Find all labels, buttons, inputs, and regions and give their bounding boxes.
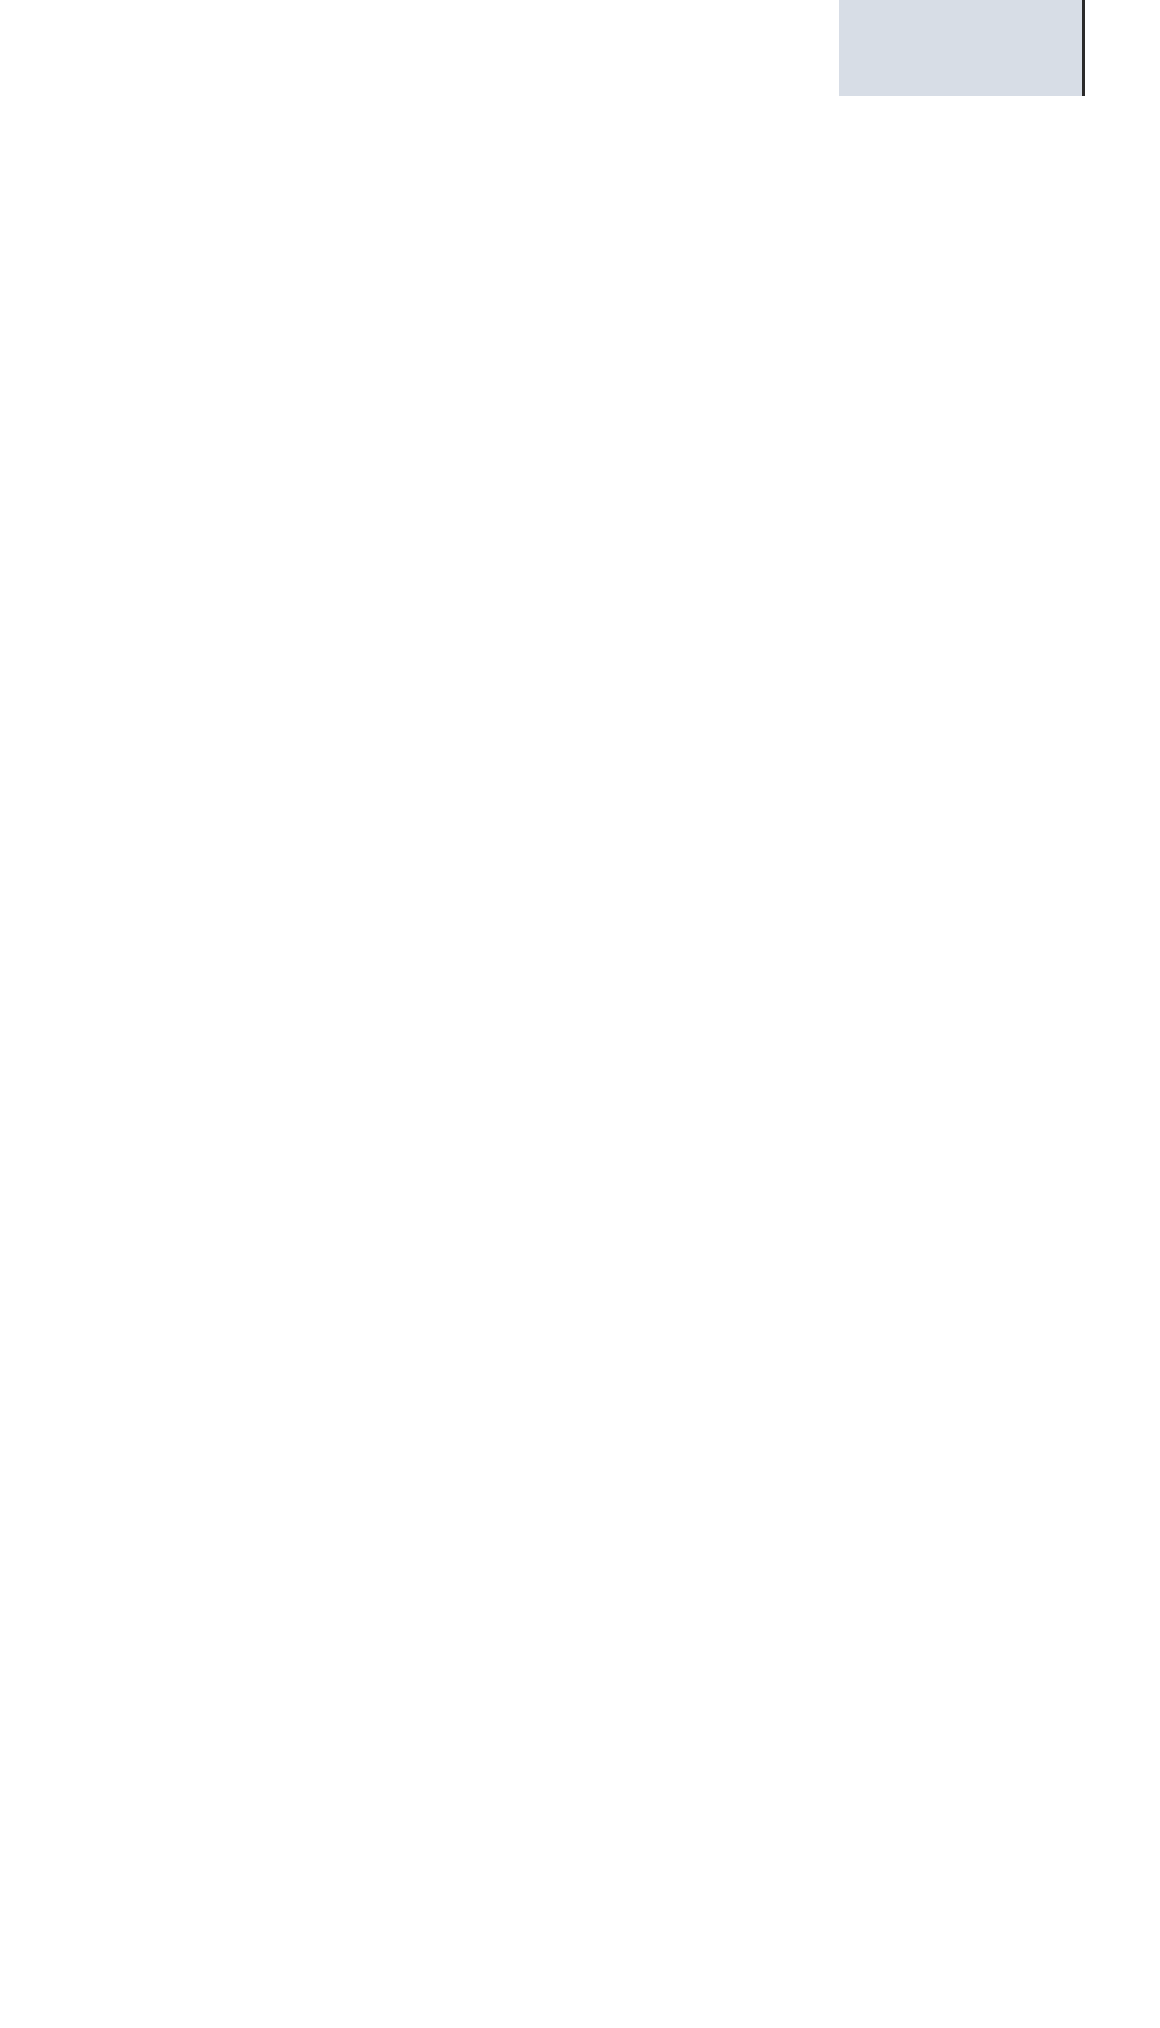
group-header-row [975,0,1084,2028]
age-header-cell [839,0,975,96]
age-header-cell [975,0,1084,96]
sub-header-row [839,0,975,2028]
growth-standard-table [839,0,1085,2028]
table-header [839,0,1084,2028]
